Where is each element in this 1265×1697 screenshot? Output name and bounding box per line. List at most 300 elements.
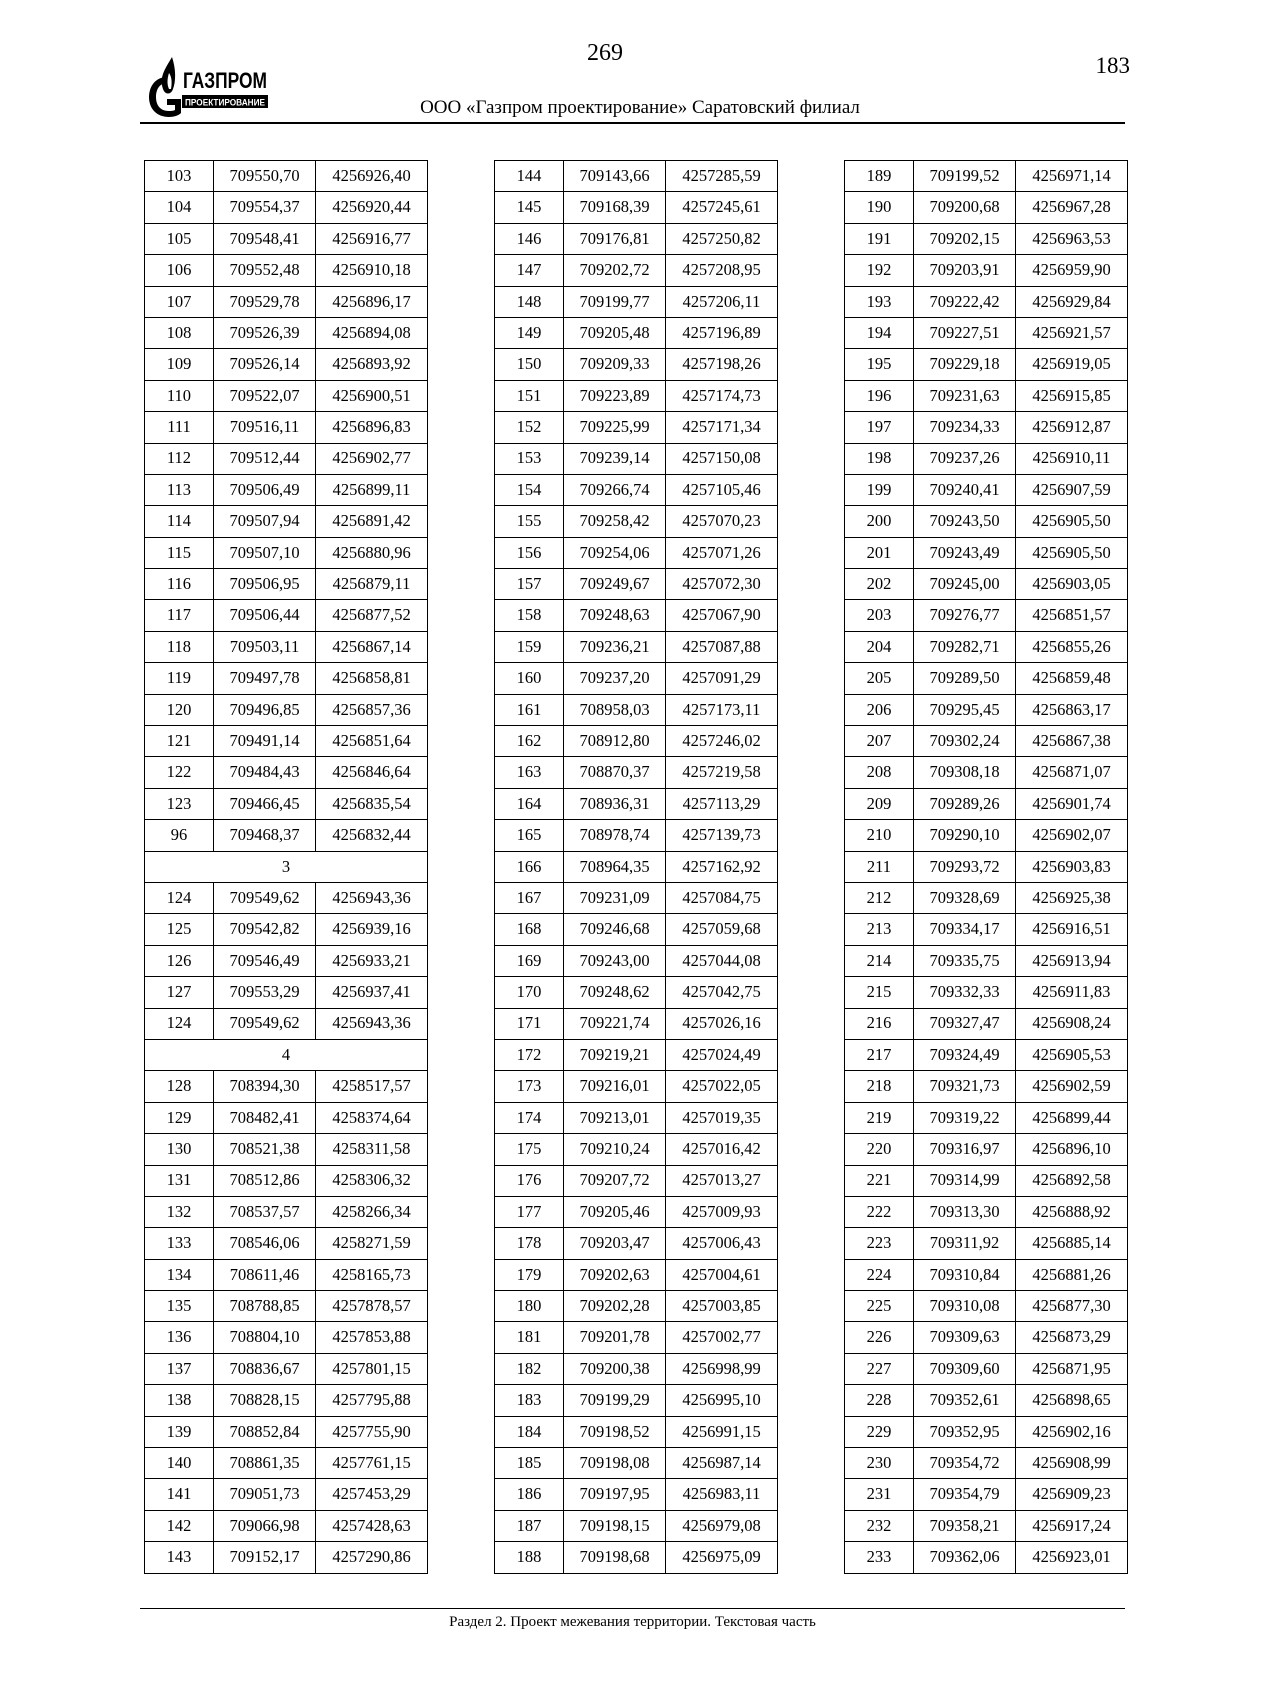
x-coordinate-cell: 709205,48 (564, 317, 666, 348)
x-coordinate-cell: 709258,42 (564, 506, 666, 537)
table-row (845, 1071, 1128, 1102)
point-number-cell: 107 (145, 286, 214, 317)
y-coordinate-cell: 4256902,16 (1016, 1416, 1128, 1447)
point-number-cell: 158 (495, 600, 564, 631)
y-coordinate-cell: 4257002,77 (666, 1322, 778, 1353)
y-coordinate-cell: 4257004,61 (666, 1259, 778, 1290)
point-number-cell: 215 (845, 977, 914, 1008)
y-coordinate-cell: 4256916,51 (1016, 914, 1128, 945)
table-row (495, 1385, 778, 1416)
x-coordinate-cell: 709209,33 (564, 349, 666, 380)
point-number-cell: 170 (495, 977, 564, 1008)
point-number-cell: 119 (145, 663, 214, 694)
x-coordinate-cell: 708964,35 (564, 851, 666, 882)
y-coordinate-cell: 4256901,74 (1016, 788, 1128, 819)
point-number-cell: 105 (145, 223, 214, 254)
x-coordinate-cell: 709289,26 (914, 788, 1016, 819)
x-coordinate-cell: 709168,39 (564, 192, 666, 223)
point-number-cell: 116 (145, 569, 214, 600)
table-row (145, 349, 428, 380)
x-coordinate-cell: 709522,07 (214, 380, 316, 411)
x-coordinate-cell: 709152,17 (214, 1542, 316, 1573)
point-number-cell: 180 (495, 1291, 564, 1322)
table-row (845, 255, 1128, 286)
x-coordinate-cell: 709143,66 (564, 161, 666, 192)
y-coordinate-cell: 4256991,15 (666, 1416, 778, 1447)
point-number-cell: 207 (845, 726, 914, 757)
x-coordinate-cell: 709290,10 (914, 820, 1016, 851)
x-coordinate-cell: 709526,14 (214, 349, 316, 380)
x-coordinate-cell: 709516,11 (214, 412, 316, 443)
x-coordinate-cell: 709506,95 (214, 569, 316, 600)
y-coordinate-cell: 4257084,75 (666, 882, 778, 913)
table-row (495, 569, 778, 600)
table-row (145, 1134, 428, 1165)
x-coordinate-cell: 709293,72 (914, 851, 1016, 882)
point-number-cell: 115 (145, 537, 214, 568)
table-row (145, 1448, 428, 1479)
point-number-cell: 161 (495, 694, 564, 725)
y-coordinate-cell: 4258517,57 (316, 1071, 428, 1102)
point-number-cell: 157 (495, 569, 564, 600)
table-row (845, 1228, 1128, 1259)
x-coordinate-cell: 708512,86 (214, 1165, 316, 1196)
x-coordinate-cell: 709198,52 (564, 1416, 666, 1447)
x-coordinate-cell: 709309,60 (914, 1353, 1016, 1384)
y-coordinate-cell: 4256909,23 (1016, 1479, 1128, 1510)
point-number-cell: 166 (495, 851, 564, 882)
point-number-cell: 155 (495, 506, 564, 537)
y-coordinate-cell: 4257009,93 (666, 1196, 778, 1227)
x-coordinate-cell: 709553,29 (214, 977, 316, 1008)
point-number-cell: 176 (495, 1165, 564, 1196)
x-coordinate-cell: 708394,30 (214, 1071, 316, 1102)
table-row (495, 1196, 778, 1227)
y-coordinate-cell: 4256896,10 (1016, 1134, 1128, 1165)
table-row (145, 255, 428, 286)
x-coordinate-cell: 709237,20 (564, 663, 666, 694)
y-coordinate-cell: 4257016,42 (666, 1134, 778, 1165)
point-number-cell: 199 (845, 474, 914, 505)
x-coordinate-cell: 709248,62 (564, 977, 666, 1008)
x-coordinate-cell: 708804,10 (214, 1322, 316, 1353)
table-row (845, 757, 1128, 788)
x-coordinate-cell: 709197,95 (564, 1479, 666, 1510)
y-coordinate-cell: 4257173,11 (666, 694, 778, 725)
x-coordinate-cell: 709199,77 (564, 286, 666, 317)
table-row (145, 474, 428, 505)
logo-subtitle: ПРОЕКТИРОВАНИЕ (185, 97, 265, 108)
y-coordinate-cell: 4256916,77 (316, 223, 428, 254)
point-number-cell: 167 (495, 882, 564, 913)
y-coordinate-cell: 4257019,35 (666, 1102, 778, 1133)
point-number-cell: 232 (845, 1510, 914, 1541)
x-coordinate-cell: 709202,72 (564, 255, 666, 286)
table-row (845, 1322, 1128, 1353)
point-number-cell: 163 (495, 757, 564, 788)
y-coordinate-cell: 4257219,58 (666, 757, 778, 788)
y-coordinate-cell: 4257290,86 (316, 1542, 428, 1573)
table-row (495, 1039, 778, 1070)
table-row (495, 694, 778, 725)
point-number-cell: 122 (145, 757, 214, 788)
x-coordinate-cell: 709484,43 (214, 757, 316, 788)
x-coordinate-cell: 708537,57 (214, 1196, 316, 1227)
table-row (845, 1134, 1128, 1165)
x-coordinate-cell: 709200,68 (914, 192, 1016, 223)
footer-text: Раздел 2. Проект межевания территории. Текстовая часть (449, 1614, 816, 1630)
point-number-cell: 194 (845, 317, 914, 348)
x-coordinate-cell: 709210,24 (564, 1134, 666, 1165)
point-number-cell: 195 (845, 349, 914, 380)
x-coordinate-cell: 709295,45 (914, 694, 1016, 725)
point-number-cell: 186 (495, 1479, 564, 1510)
table-row (145, 1385, 428, 1416)
y-coordinate-cell: 4256880,96 (316, 537, 428, 568)
y-coordinate-cell: 4257026,16 (666, 1008, 778, 1039)
point-number-cell: 208 (845, 757, 914, 788)
y-coordinate-cell: 4257795,88 (316, 1385, 428, 1416)
table-row (845, 600, 1128, 631)
y-coordinate-cell: 4256879,11 (316, 569, 428, 600)
point-number-cell: 181 (495, 1322, 564, 1353)
x-coordinate-cell: 708958,03 (564, 694, 666, 725)
x-coordinate-cell: 709507,10 (214, 537, 316, 568)
table-row (495, 1102, 778, 1133)
y-coordinate-cell: 4257067,90 (666, 600, 778, 631)
table-row (845, 914, 1128, 945)
x-coordinate-cell: 709334,17 (914, 914, 1016, 945)
y-coordinate-cell: 4257206,11 (666, 286, 778, 317)
table-row (845, 1102, 1128, 1133)
table-row (145, 223, 428, 254)
section-number-cell: 3 (145, 851, 428, 882)
point-number-cell: 103 (145, 161, 214, 192)
y-coordinate-cell: 4257853,88 (316, 1322, 428, 1353)
point-number-cell: 222 (845, 1196, 914, 1227)
x-coordinate-cell: 709507,94 (214, 506, 316, 537)
point-number-cell: 108 (145, 317, 214, 348)
y-coordinate-cell: 4256888,92 (1016, 1196, 1128, 1227)
table-row (495, 757, 778, 788)
x-coordinate-cell: 709335,75 (914, 945, 1016, 976)
table-row (145, 1542, 428, 1573)
y-coordinate-cell: 4256905,50 (1016, 506, 1128, 537)
table-row (845, 694, 1128, 725)
table-row (845, 286, 1128, 317)
y-coordinate-cell: 4257208,95 (666, 255, 778, 286)
x-coordinate-cell: 709248,63 (564, 600, 666, 631)
y-coordinate-cell: 4256937,41 (316, 977, 428, 1008)
x-coordinate-cell: 709205,46 (564, 1196, 666, 1227)
point-number-cell: 154 (495, 474, 564, 505)
point-number-cell: 134 (145, 1259, 214, 1290)
y-coordinate-cell: 4256877,52 (316, 600, 428, 631)
footer-divider (140, 1608, 1125, 1609)
point-number-cell: 185 (495, 1448, 564, 1479)
y-coordinate-cell: 4256979,08 (666, 1510, 778, 1541)
page-number-right: 183 (1095, 53, 1130, 78)
point-number-cell: 143 (145, 1542, 214, 1573)
table-row (145, 569, 428, 600)
point-number-cell: 168 (495, 914, 564, 945)
table-row (845, 161, 1128, 192)
point-number-cell: 223 (845, 1228, 914, 1259)
table-row (495, 1134, 778, 1165)
table-row (145, 820, 428, 851)
table-row (145, 1291, 428, 1322)
point-number-cell: 190 (845, 192, 914, 223)
x-coordinate-cell: 709332,33 (914, 977, 1016, 1008)
table-row (495, 1448, 778, 1479)
point-number-cell: 211 (845, 851, 914, 882)
table-row (845, 882, 1128, 913)
x-coordinate-cell: 708870,37 (564, 757, 666, 788)
x-coordinate-cell: 709282,71 (914, 631, 1016, 662)
y-coordinate-cell: 4256917,24 (1016, 1510, 1128, 1541)
y-coordinate-cell: 4256959,90 (1016, 255, 1128, 286)
y-coordinate-cell: 4256933,21 (316, 945, 428, 976)
table-row (845, 317, 1128, 348)
y-coordinate-cell: 4256893,92 (316, 349, 428, 380)
point-number-cell: 137 (145, 1353, 214, 1384)
x-coordinate-cell: 709362,06 (914, 1542, 1016, 1573)
point-number-cell: 130 (145, 1134, 214, 1165)
x-coordinate-cell: 708978,74 (564, 820, 666, 851)
section-number-cell: 4 (145, 1039, 428, 1070)
x-coordinate-cell: 709497,78 (214, 663, 316, 694)
x-coordinate-cell: 709239,14 (564, 443, 666, 474)
point-number-cell: 150 (495, 349, 564, 380)
y-coordinate-cell: 4256998,99 (666, 1353, 778, 1384)
y-coordinate-cell: 4256900,51 (316, 380, 428, 411)
y-coordinate-cell: 4256903,05 (1016, 569, 1128, 600)
x-coordinate-cell: 709549,62 (214, 882, 316, 913)
x-coordinate-cell: 709234,33 (914, 412, 1016, 443)
table-row (495, 380, 778, 411)
table-row (145, 1228, 428, 1259)
x-coordinate-cell: 709512,44 (214, 443, 316, 474)
point-number-cell: 196 (845, 380, 914, 411)
point-number-cell: 117 (145, 600, 214, 631)
table-row (495, 412, 778, 443)
point-number-cell: 138 (145, 1385, 214, 1416)
y-coordinate-cell: 4256877,30 (1016, 1291, 1128, 1322)
point-number-cell: 162 (495, 726, 564, 757)
point-number-cell: 202 (845, 569, 914, 600)
point-number-cell: 214 (845, 945, 914, 976)
y-coordinate-cell: 4256943,36 (316, 1008, 428, 1039)
table-row (845, 945, 1128, 976)
x-coordinate-cell: 709236,21 (564, 631, 666, 662)
y-coordinate-cell: 4256863,17 (1016, 694, 1128, 725)
point-number-cell: 228 (845, 1385, 914, 1416)
table-row (495, 255, 778, 286)
table-row (495, 663, 778, 694)
x-coordinate-cell: 709496,85 (214, 694, 316, 725)
table-row (145, 631, 428, 662)
x-coordinate-cell: 709289,50 (914, 663, 1016, 694)
point-number-cell: 175 (495, 1134, 564, 1165)
point-number-cell: 183 (495, 1385, 564, 1416)
y-coordinate-cell: 4257171,34 (666, 412, 778, 443)
point-number-cell: 173 (495, 1071, 564, 1102)
y-coordinate-cell: 4256867,14 (316, 631, 428, 662)
point-number-cell: 151 (495, 380, 564, 411)
x-coordinate-cell: 709240,41 (914, 474, 1016, 505)
y-coordinate-cell: 4257042,75 (666, 977, 778, 1008)
x-coordinate-cell: 709203,47 (564, 1228, 666, 1259)
point-number-cell: 126 (145, 945, 214, 976)
x-coordinate-cell: 709311,92 (914, 1228, 1016, 1259)
x-coordinate-cell: 709225,99 (564, 412, 666, 443)
table-row (145, 1353, 428, 1384)
table-row (845, 380, 1128, 411)
y-coordinate-cell: 4257139,73 (666, 820, 778, 851)
point-number-cell: 125 (145, 914, 214, 945)
coordinates-table-1 (144, 160, 428, 1574)
y-coordinate-cell: 4257285,59 (666, 161, 778, 192)
table-row (145, 286, 428, 317)
x-coordinate-cell: 709243,50 (914, 506, 1016, 537)
y-coordinate-cell: 4256873,29 (1016, 1322, 1128, 1353)
point-number-cell: 221 (845, 1165, 914, 1196)
y-coordinate-cell: 4257878,57 (316, 1291, 428, 1322)
x-coordinate-cell: 709227,51 (914, 317, 1016, 348)
x-coordinate-cell: 709548,41 (214, 223, 316, 254)
y-coordinate-cell: 4256987,14 (666, 1448, 778, 1479)
y-coordinate-cell: 4256846,64 (316, 757, 428, 788)
x-coordinate-cell: 709198,08 (564, 1448, 666, 1479)
y-coordinate-cell: 4256929,84 (1016, 286, 1128, 317)
table-row (495, 1510, 778, 1541)
y-coordinate-cell: 4257196,89 (666, 317, 778, 348)
y-coordinate-cell: 4257105,46 (666, 474, 778, 505)
x-coordinate-cell: 709266,74 (564, 474, 666, 505)
x-coordinate-cell: 709200,38 (564, 1353, 666, 1384)
x-coordinate-cell: 709503,11 (214, 631, 316, 662)
table-row (495, 726, 778, 757)
point-number-cell: 231 (845, 1479, 914, 1510)
x-coordinate-cell: 709066,98 (214, 1510, 316, 1541)
point-number-cell: 206 (845, 694, 914, 725)
x-coordinate-cell: 709237,26 (914, 443, 1016, 474)
table-row (145, 506, 428, 537)
table-row (145, 1322, 428, 1353)
table-row (845, 631, 1128, 662)
point-number-cell: 127 (145, 977, 214, 1008)
point-number-cell: 227 (845, 1353, 914, 1384)
table-row (845, 1510, 1128, 1541)
table-row (495, 1353, 778, 1384)
point-number-cell: 118 (145, 631, 214, 662)
y-coordinate-cell: 4257150,08 (666, 443, 778, 474)
x-coordinate-cell: 709216,01 (564, 1071, 666, 1102)
point-number-cell: 109 (145, 349, 214, 380)
y-coordinate-cell: 4258165,73 (316, 1259, 428, 1290)
table-row (145, 1165, 428, 1196)
table-row (495, 349, 778, 380)
x-coordinate-cell: 709542,82 (214, 914, 316, 945)
table-row (845, 663, 1128, 694)
y-coordinate-cell: 4257024,49 (666, 1039, 778, 1070)
x-coordinate-cell: 709199,52 (914, 161, 1016, 192)
x-coordinate-cell: 709202,15 (914, 223, 1016, 254)
x-coordinate-cell: 709468,37 (214, 820, 316, 851)
y-coordinate-cell: 4256902,59 (1016, 1071, 1128, 1102)
table-row (845, 1039, 1128, 1070)
x-coordinate-cell: 709466,45 (214, 788, 316, 819)
y-coordinate-cell: 4257245,61 (666, 192, 778, 223)
y-coordinate-cell: 4257428,63 (316, 1510, 428, 1541)
y-coordinate-cell: 4256967,28 (1016, 192, 1128, 223)
point-number-cell: 114 (145, 506, 214, 537)
table-row (495, 286, 778, 317)
point-number-cell: 96 (145, 820, 214, 851)
table-row (145, 192, 428, 223)
y-coordinate-cell: 4256885,14 (1016, 1228, 1128, 1259)
y-coordinate-cell: 4257070,23 (666, 506, 778, 537)
point-number-cell: 153 (495, 443, 564, 474)
y-coordinate-cell: 4258306,32 (316, 1165, 428, 1196)
y-coordinate-cell: 4256859,48 (1016, 663, 1128, 694)
table-row (495, 914, 778, 945)
y-coordinate-cell: 4257006,43 (666, 1228, 778, 1259)
point-number-cell: 177 (495, 1196, 564, 1227)
y-coordinate-cell: 4257453,29 (316, 1479, 428, 1510)
table-row (845, 412, 1128, 443)
x-coordinate-cell: 709231,09 (564, 882, 666, 913)
x-coordinate-cell: 709491,14 (214, 726, 316, 757)
y-coordinate-cell: 4257091,29 (666, 663, 778, 694)
y-coordinate-cell: 4256894,08 (316, 317, 428, 348)
point-number-cell: 193 (845, 286, 914, 317)
table-row (145, 1259, 428, 1290)
point-number-cell: 164 (495, 788, 564, 819)
y-coordinate-cell: 4256908,24 (1016, 1008, 1128, 1039)
table-row (845, 1165, 1128, 1196)
point-number-cell: 219 (845, 1102, 914, 1133)
point-number-cell: 136 (145, 1322, 214, 1353)
section-header-row (145, 851, 428, 882)
y-coordinate-cell: 4256943,36 (316, 882, 428, 913)
x-coordinate-cell: 709198,15 (564, 1510, 666, 1541)
x-coordinate-cell: 709546,49 (214, 945, 316, 976)
y-coordinate-cell: 4256898,65 (1016, 1385, 1128, 1416)
x-coordinate-cell: 709324,49 (914, 1039, 1016, 1070)
x-coordinate-cell: 709314,99 (914, 1165, 1016, 1196)
y-coordinate-cell: 4256881,26 (1016, 1259, 1128, 1290)
point-number-cell: 165 (495, 820, 564, 851)
y-coordinate-cell: 4256835,54 (316, 788, 428, 819)
table-row (845, 192, 1128, 223)
y-coordinate-cell: 4256832,44 (316, 820, 428, 851)
point-number-cell: 226 (845, 1322, 914, 1353)
table-row (495, 1259, 778, 1290)
coordinates-table-3 (844, 160, 1128, 1574)
table-row (495, 1165, 778, 1196)
point-number-cell: 182 (495, 1353, 564, 1384)
point-number-cell: 140 (145, 1448, 214, 1479)
section-header-row (145, 1039, 428, 1070)
point-number-cell: 189 (845, 161, 914, 192)
point-number-cell: 212 (845, 882, 914, 913)
point-number-cell: 205 (845, 663, 914, 694)
x-coordinate-cell: 709506,49 (214, 474, 316, 505)
table-row (495, 631, 778, 662)
table-row (145, 161, 428, 192)
point-number-cell: 197 (845, 412, 914, 443)
